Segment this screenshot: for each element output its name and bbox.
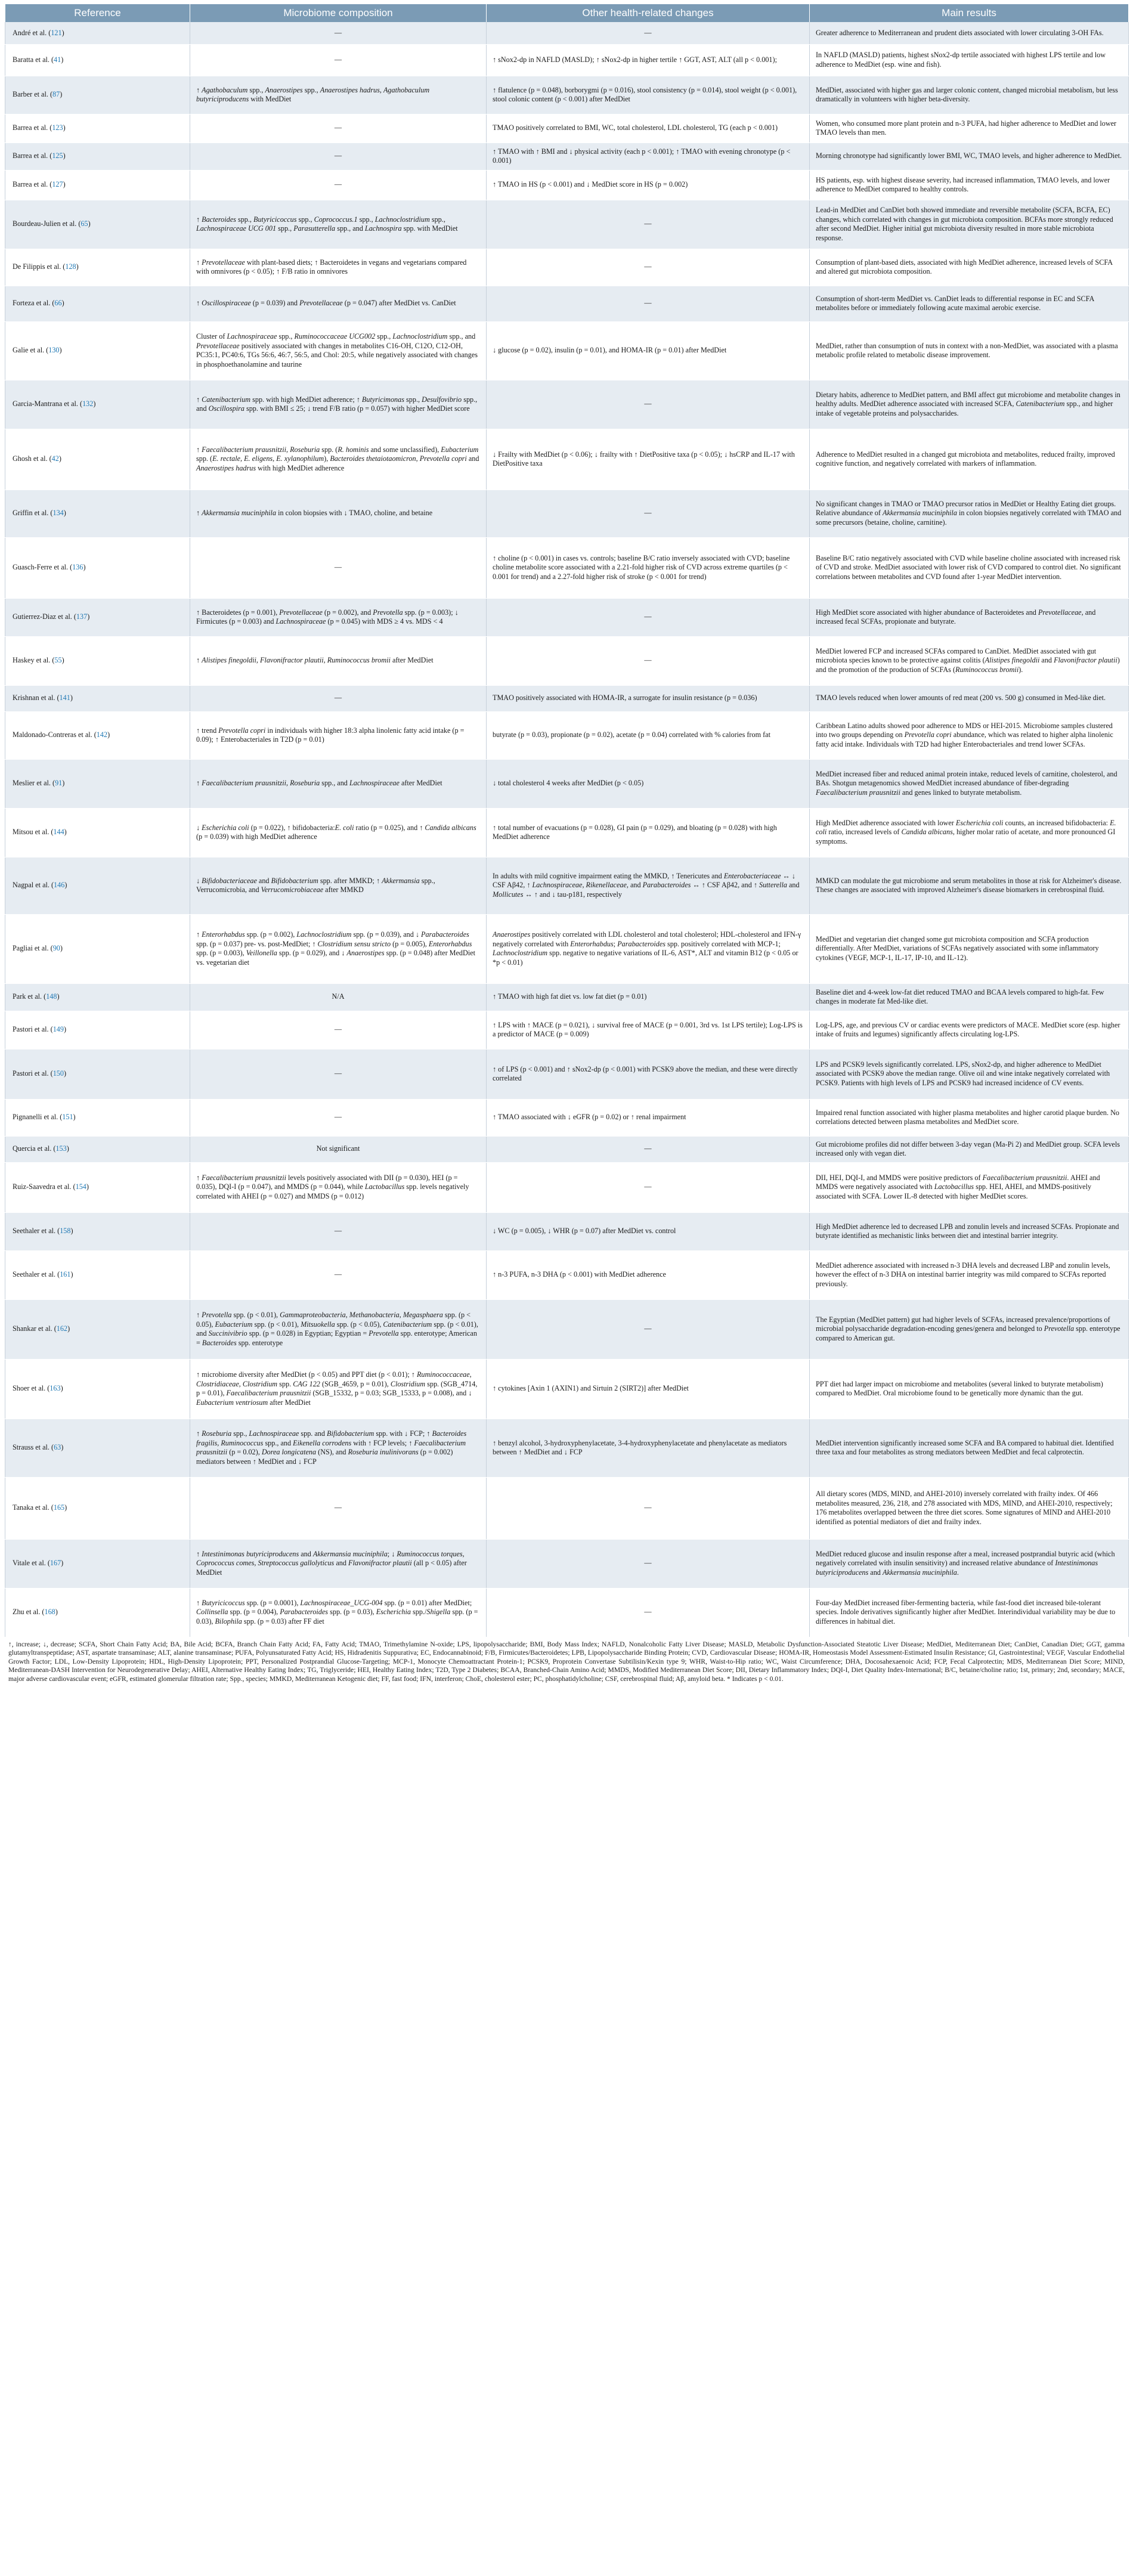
health-changes-cell: ↑ of LPS (p < 0.001) and ↑ sNox2-dp (p < 0.001) with PCSK9 above the median, and these were directly correlated [487,1049,810,1099]
microbiome-cell: ↑ Faecalibacterium prausnitzii, Roseburia spp. (R. hominis and some unclassified), Eubacterium spp. (E. rectale, E. eligens, E. xylanophilum), Bacteroides thetaiotaomicron, Prevotella copri and Anaerostipes hadrus with high MedDiet adherence [190,429,487,490]
citation-link[interactable]: 137 [76,612,88,621]
table-row [5,598,1129,636]
reference-cell: Quercia et al. (153) [5,1136,190,1162]
microbiome-cell: ↑ Catenibacterium spp. with high MedDiet adherence; ↑ Butyricimonas spp., Desulfovibrio spp., and Oscillospira spp. with BMI ≤ 25; ↓ trend F/B ratio (p = 0.057) with higher MedDiet score [190,380,487,429]
citation-link[interactable]: 127 [52,180,63,189]
main-results-cell: Log-LPS, age, and previous CV or cardiac events were predictors of MACE. MedDiet score (esp. higher intake of fruits and legumes) significantly affects circulating log-LPS. [810,1011,1129,1049]
citation-link[interactable]: 161 [60,1270,71,1279]
table-row [5,490,1129,537]
reference-cell: Gutierrez-Diaz et al. (137) [5,598,190,636]
microbiome-cell: ↑ Butyricicoccus spp. (p = 0.0001), Lachnospiraceae_UCG-004 spp. (p = 0.01) after MedDiet; Collinsella spp. (p = 0.004), Parabacteroides spp. (p = 0.03), Escherichia spp./Shigella spp. (p = 0.03), Bilophila spp. (p = 0.03) after FF diet [190,1588,487,1637]
microbiome-cell: ↑ Oscillospiraceae (p = 0.039) and Prevotellaceae (p = 0.047) after MedDiet vs. CanDiet [190,286,487,321]
main-results-cell: High MedDiet score associated with higher abundance of Bacteroidetes and Prevotellaceae, and increased fecal SCFAs, propionate and butyrate. [810,598,1129,636]
reference-cell: Vitale et al. (167) [5,1539,190,1588]
reference-cell: Galie et al. (130) [5,321,190,380]
reference-author: Ghosh et al. [13,454,48,463]
table-row [5,808,1129,857]
table-row [5,983,1129,1011]
table-row [5,249,1129,286]
reference-author: Tanaka et al. [13,1503,49,1512]
main-results-cell: Baseline B/C ratio negatively associated with CVD while baseline choline associated with increased risk of CVD and stroke. MedDiet associated with lower risk of CVD compared to control diet. No significant correlations between metabolites and CVD found after 1-year MedDiet intervention. [810,537,1129,598]
health-changes-cell: — [487,1136,810,1162]
citation-link[interactable]: 150 [52,1069,64,1078]
table-row [5,636,1129,685]
reference-author: Garcia-Mantrana et al. [13,400,78,408]
microbiome-cell: ↑ Faecalibacterium prausnitzii, Roseburia spp., and Lachnospiraceae after MedDiet [190,759,487,808]
microbiome-cell: — [190,44,487,76]
table-row [5,1049,1129,1099]
table-row [5,711,1129,759]
reference-author: Pignanelli et al. [13,1113,58,1122]
health-changes-cell: — [487,1539,810,1588]
microbiome-cell: — [190,143,487,170]
main-results-cell: Consumption of plant-based diets, associated with high MedDiet adherence, increased levels of SCFA and altered gut microbiota composition. [810,249,1129,286]
reference-author: Meslier et al. [13,779,51,788]
citation-link[interactable]: 162 [56,1324,68,1333]
main-results-cell: Morning chronotype had significantly lower BMI, WC, TMAO levels, and higher adherence to MedDiet. [810,143,1129,170]
main-results-cell: Gut microbiome profiles did not differ between 3-day vegan (Ma-Pi 2) and MedDiet group. SCFA levels increased only with vegan diet. [810,1136,1129,1162]
health-changes-cell: — [487,1162,810,1212]
microbiome-cell: — [190,1099,487,1136]
citation-link[interactable]: 65 [81,219,88,228]
citation-link[interactable]: 153 [55,1144,67,1153]
main-results-cell: HS patients, esp. with highest disease severity, had increased inflammation, TMAO levels, and lower adherence to MedDiet compared to healthy controls. [810,170,1129,200]
header-main-results: Main results [810,4,1129,22]
reference-author: Guasch-Ferre et al. [13,563,69,572]
reference-cell: André et al. (121) [5,22,190,44]
reference-cell: Bourdeau-Julien et al. (65) [5,200,190,249]
reference-cell: Garcia-Mantrana et al. (132) [5,380,190,429]
table-row [5,143,1129,170]
health-changes-cell: ↑ flatulence (p = 0.048), borborygmi (p = 0.016), stool consistency (p = 0.014), stool weight (p < 0.001), stool colonic content (p < 0.001) after MedDiet [487,76,810,114]
health-changes-cell: ↑ TMAO in HS (p < 0.001) and ↓ MedDiet score in HS (p = 0.002) [487,170,810,200]
reference-author: Gutierrez-Diaz et al. [13,612,72,621]
citation-link[interactable]: 158 [60,1227,71,1236]
table-row [5,429,1129,490]
main-results-cell: PPT diet had larger impact on microbiome and metabolites (several linked to butyrate metabolism) compared to MedDiet. Oral microbiome found to be genetically more dynamic than the gut. [810,1359,1129,1419]
microbiome-cell: — [190,1250,487,1299]
reference-cell: Park et al. (148) [5,983,190,1011]
main-results-cell: Women, who consumed more plant protein and n-3 PUFA, had higher adherence to MedDiet and lower TMAO levels than men. [810,114,1129,143]
table-row [5,1212,1129,1250]
microbiome-cell: ↑ microbiome diversity after MedDiet (p < 0.05) and PPT diet (p < 0.01); ↑ Ruminococcaceae, Clostridiaceae, Clostridium spp. CAG 122 (SGB_4659, p = 0.01), Clostridium spp. (SGB_4714, p = 0.01), Faecalibacterium prausnitzii (SGB_15332, p = 0.03; SGB_15333, p = 0.008), and ↓ Eubacterium ventriosum after MedDiet [190,1359,487,1419]
citation-link[interactable]: 146 [54,881,65,890]
microbiome-cell: Cluster of Lachnospiraceae spp., Ruminococcaceae UCG002 spp., Lachnoclostridium spp., and Prevotellaceae positively associated with changes in metabolites C16-OH, C12O, C12-OH, PC35:1, PC40:6, TGs 56:6, 46:7, 56:5, and Chol: 20:5, while negatively associated with changes in phosphoethanolamine and taurine [190,321,487,380]
health-changes-cell: TMAO positively associated with HOMA-IR, a surrogate for insulin resistance (p = 0.036) [487,685,810,711]
health-changes-cell: ↑ TMAO associated with ↓ eGFR (p = 0.02) or ↑ renal impairment [487,1099,810,1136]
table-row [5,286,1129,321]
citation-link[interactable]: 123 [52,123,63,132]
reference-author: Bourdeau-Julien et al. [13,219,77,228]
health-changes-cell: — [487,200,810,249]
reference-author: Quercia et al. [13,1144,52,1153]
microbiome-cell: ↑ Prevotellaceae with plant-based diets; ↑ Bacteroidetes in vegans and vegetarians compared with omnivores (p < 0.05); ↑ F/B ratio in omnivores [190,249,487,286]
citation-link[interactable]: 132 [82,400,94,408]
main-results-cell: MedDiet reduced glucose and insulin response after a meal, increased postprandial butyric acid (which negatively correlated with insulin sensitivity) and increased relative abundance of Intestinimonas butyriciproducens and Akkermansia muciniphila. [810,1539,1129,1588]
table-container [5,4,1128,1683]
reference-author: Barrea et al. [13,180,48,189]
microbiome-cell: ↑ Roseburia spp., Lachnospiraceae spp. and Bifidobacterium spp. with ↓ FCP; ↑ Bacteroides fragilis, Ruminococcus spp., and Eikenella corrodens with ↑ FCP levels; ↑ Faecalibacterium prausnitzii (p = 0.02), Dorea longicatena (NS), and Roseburia inulinivorans (p = 0.002) mediators between ↑ MedDiet and ↓ FCP [190,1419,487,1477]
reference-cell: Maldonado-Contreras et al. (142) [5,711,190,759]
microbiome-cell: ↑ Agathobaculum spp., Anaerostipes spp., Anaerostipes hadrus, Agathobaculum butyriciproducens with MedDiet [190,76,487,114]
reference-author: Forteza et al. [13,299,51,308]
header-microbiome-composition: Microbiome composition [190,4,487,22]
reference-author: Galie et al. [13,346,45,355]
reference-cell: Ghosh et al. (42) [5,429,190,490]
microbiome-cell: Not significant [190,1136,487,1162]
health-changes-cell: ↑ TMAO with high fat diet vs. low fat diet (p = 0.01) [487,983,810,1011]
reference-author: Seethaler et al. [13,1270,56,1279]
citation-link[interactable]: 167 [49,1559,61,1568]
main-results-cell: MedDiet intervention significantly increased some SCFA and BA compared to habitual diet. Identified three taxa and four metabolites as strong mediators between MedDiet and fecal calprotectin. [810,1419,1129,1477]
main-results-cell: No significant changes in TMAO or TMAO precursor ratios in MedDiet or Healthy Eating diet groups. Relative abundance of Akkermansia muciniphila in colon biopsies negatively correlated with TMAO and some precursors (betaine, choline, carnitine). [810,490,1129,537]
main-results-cell: Baseline diet and 4-week low-fat diet reduced TMAO and BCAA levels compared to high-fat. Few changes in moderate fat Med-like diet. [810,983,1129,1011]
reference-cell: Zhu et al. (168) [5,1588,190,1637]
main-results-cell: Impaired renal function associated with higher plasma metabolites and higher carotid plaque burden. No correlations detected between plasma metabolites and MedDiet score. [810,1099,1129,1136]
health-changes-cell: ↑ LPS with ↑ MACE (p = 0.021), ↓ survival free of MACE (p = 0.001, 3rd vs. 1st LPS tertile); Log-LPS is a predictor of MACE (p = 0.009) [487,1011,810,1049]
health-changes-cell: In adults with mild cognitive impairment eating the MMKD, ↑ Tenericutes and Enterobacteriaceae ↔ ↓ CSF Aβ42, ↑ Lachnospiraceae, Rikenellaceae, and Parabacteroides ↔ ↑ CSF Aβ42, and ↑ Sutterella and Mollicutes ↔ ↑ and ↓ tau-p181, respectively [487,857,810,914]
reference-cell: Pastori et al. (150) [5,1049,190,1099]
table-body [5,22,1129,1637]
health-changes-cell: ↓ total cholesterol 4 weeks after MedDiet (p < 0.05) [487,759,810,808]
health-changes-cell: ↓ Frailty with MedDiet (p < 0.06); ↓ frailty with ↑ DietPositive taxa (p < 0.05); ↓ hsCRP and IL-17 with DietPositive taxa [487,429,810,490]
table-row [5,1588,1129,1637]
citation-link[interactable]: 163 [49,1384,61,1393]
microbiome-cell: — [190,685,487,711]
table-row [5,76,1129,114]
reference-author: Shoer et al. [13,1384,46,1393]
reference-author: Strauss et al. [13,1443,49,1452]
table-row [5,1250,1129,1299]
reference-cell: Krishnan et al. (141) [5,685,190,711]
reference-author: Griffin et al. [13,509,49,518]
health-changes-cell: — [487,636,810,685]
reference-author: Park et al. [13,992,42,1001]
table-row [5,537,1129,598]
table-row [5,380,1129,429]
citation-link[interactable]: 148 [46,992,57,1001]
citation-link[interactable]: 66 [54,299,62,308]
health-changes-cell: ↑ TMAO with ↑ BMI and ↓ physical activity (each p < 0.001); ↑ TMAO with evening chronotype (p < 0.001) [487,143,810,170]
results-table [5,4,1129,1637]
health-changes-cell: — [487,380,810,429]
microbiome-cell: N/A [190,983,487,1011]
main-results-cell: Four-day MedDiet increased fiber-fermenting bacteria, while fast-food diet increased bile-tolerant species. Indole derivatives significantly higher after MedDiet. Interindividual variability may be due to differences in habitual diet. [810,1588,1129,1637]
microbiome-cell: ↓ Bifidobacteriaceae and Bifidobacterium spp. after MMKD; ↑ Akkermansia spp., Verrucomicrobia, and Verrucomicrobiaceae after MMKD [190,857,487,914]
reference-cell: Meslier et al. (91) [5,759,190,808]
table-row [5,1099,1129,1136]
citation-link[interactable]: 165 [53,1503,65,1512]
reference-cell: Barrea et al. (127) [5,170,190,200]
health-changes-cell: butyrate (p = 0.03), propionate (p = 0.02), acetate (p = 0.04) correlated with % calories from fat [487,711,810,759]
main-results-cell: MedDiet, associated with higher gas and larger colonic content, changed microbial metabolism, but less dramatically in volunteers with higher beta-diversity. [810,76,1129,114]
main-results-cell: TMAO levels reduced when lower amounts of red meat (200 vs. 500 g) consumed in Med-like diet. [810,685,1129,711]
reference-cell: Forteza et al. (66) [5,286,190,321]
microbiome-cell: ↑ Alistipes finegoldii, Flavonifractor plautii, Ruminococcus bromii after MedDiet [190,636,487,685]
reference-cell: Ruiz-Saavedra et al. (154) [5,1162,190,1212]
reference-author: Maldonado-Contreras et al. [13,730,92,739]
reference-cell: Seethaler et al. (161) [5,1250,190,1299]
table-row [5,759,1129,808]
citation-link[interactable]: 42 [51,454,59,463]
reference-cell: Pignanelli et al. (151) [5,1099,190,1136]
health-changes-cell: — [487,1588,810,1637]
reference-cell: Pagliai et al. (90) [5,914,190,983]
citation-link[interactable]: 144 [53,828,64,837]
reference-author: Zhu et al. [13,1608,41,1617]
reference-cell: Mitsou et al. (144) [5,808,190,857]
health-changes-cell: ↑ choline (p < 0.001) in cases vs. controls; baseline B/C ratio inversely associated with CVD; baseline choline metabolite score associated with a 2.21-fold higher risk of CVD across extreme quartiles (p < 0.001 for trend) and a 2.27-fold higher risk of stroke (p < 0.001 for trend) [487,537,810,598]
main-results-cell: High MedDiet adherence associated with lower Escherichia coli counts, an increased bifidobacteria: E. coli ratio, increased levels of Candida albicans, higher molar ratio of acetate, and more pronounced GI symptoms. [810,808,1129,857]
reference-author: Ruiz-Saavedra et al. [13,1182,72,1191]
reference-author: André et al. [13,28,47,37]
health-changes-cell: ↑ sNox2-dp in NAFLD (MASLD); ↑ sNox2-dp in higher tertile ↑ GGT, AST, ALT (all p < 0.001); [487,44,810,76]
microbiome-cell: ↑ Bacteroides spp., Butyricicoccus spp., Coprococcus.1 spp., Lachnoclostridium spp., Lachnospiraceae UCG 001 spp., Parasutterella spp., and Lachnospira spp. with MedDiet [190,200,487,249]
citation-link[interactable]: 121 [51,28,62,37]
main-results-cell: High MedDiet adherence led to decreased LPB and zonulin levels and increased SCFAs. Propionate and butyrate identified as mechanistic links between diet and intestinal barrier integrity. [810,1212,1129,1250]
microbiome-cell: — [190,114,487,143]
reference-cell: Haskey et al. (55) [5,636,190,685]
health-changes-cell: — [487,1477,810,1539]
main-results-cell: In NAFLD (MASLD) patients, highest sNox2-dp tertile associated with highest LPS tertile and low adherence to MedDiet (esp. wine and fish). [810,44,1129,76]
header-reference: Reference [5,4,190,22]
microbiome-cell: — [190,1049,487,1099]
table-row [5,114,1129,143]
reference-cell: Pastori et al. (149) [5,1011,190,1049]
reference-author: Shankar et al. [13,1324,52,1333]
reference-cell: Baratta et al. (41) [5,44,190,76]
citation-link[interactable]: 134 [52,509,64,518]
health-changes-cell: — [487,249,810,286]
reference-cell: Guasch-Ferre et al. (136) [5,537,190,598]
reference-author: Barber et al. [13,90,48,99]
table-row [5,1299,1129,1359]
microbiome-cell: — [190,537,487,598]
reference-cell: Griffin et al. (134) [5,490,190,537]
microbiome-cell: ↑ Bacteroidetes (p = 0.001), Prevotellaceae (p = 0.002), and Prevotella spp. (p = 0.003); ↓ Firmicutes (p = 0.003) and Lachnospiraceae (p = 0.045) with MDS ≥ 4 vs. MDS < 4 [190,598,487,636]
table-row [5,1539,1129,1588]
table-header-row [5,4,1129,22]
table-row [5,200,1129,249]
reference-cell: Seethaler et al. (158) [5,1212,190,1250]
table-row [5,1419,1129,1477]
main-results-cell: MedDiet, rather than consumption of nuts in context with a non-MedDiet, was associated with a plasma metabolic profile related to metabolic disease improvement. [810,321,1129,380]
reference-author: Vitale et al. [13,1559,46,1568]
main-results-cell: LPS and PCSK9 levels significantly correlated. LPS, sNox2-dp, and higher adherence to MedDiet associated with PCSK9 above the median range. Olive oil and wine intake negatively correlated with PCSK9. Patients with high levels of LPS and PCSK9 had increased incidence of CV events. [810,1049,1129,1099]
citation-link[interactable]: 125 [52,151,63,160]
health-changes-cell: ↑ total number of evacuations (p = 0.028), GI pain (p = 0.029), and bloating (p = 0.028) with high MedDiet adherence [487,808,810,857]
microbiome-cell: ↓ Escherichia coli (p = 0.022), ↑ bifidobacteria:E. coli ratio (p = 0.025), and ↑ Candida albicans (p = 0.039) with high MedDiet adherence [190,808,487,857]
table-row [5,1011,1129,1049]
main-results-cell: MMKD can modulate the gut microbiome and serum metabolites in those at risk for Alzheimer's disease. These changes are associated with improved Alzheimer's disease biomarkers in cerebrospinal fluid. [810,857,1129,914]
microbiome-cell: ↑ Intestinimonas butyriciproducens and Akkermansia muciniphila; ↓ Ruminococcus torques, Coprococcus comes, Streptococcus gallolyticus and Flavonifractor plautii (all p < 0.05) after MedDiet [190,1539,487,1588]
reference-cell: Shankar et al. (162) [5,1299,190,1359]
reference-author: Pastori et al. [13,1069,49,1078]
table-row [5,914,1129,983]
main-results-cell: Lead-in MedDiet and CanDiet both showed immediate and reversible metabolite (SCFA, BCFA, EC) changes, which correlated with changes in gut microbiota composition. BCFAs more strongly reduced after second MedDiet. Higher initial gut microbiota diversity resulted in more stable microbiota response. [810,200,1129,249]
table-row [5,1359,1129,1419]
reference-author: De Filippis et al. [13,262,61,271]
citation-link[interactable]: 151 [62,1113,73,1122]
citation-link[interactable]: 91 [55,779,63,788]
health-changes-cell: — [487,490,810,537]
table-row [5,170,1129,200]
microbiome-cell: ↑ Enterorhabdus spp. (p = 0.002), Lachnoclostridium spp. (p = 0.039), and ↓ Parabacteroides spp. (p = 0.037) pre- vs. post-MedDiet; ↑ Clostridium sensu stricto (p = 0.005), Enterorhabdus spp. (p = 0.003), Veillonella spp. (p = 0.029), and ↓ Anaerostipes spp. (p = 0.048) after MedDiet vs. vegetarian diet [190,914,487,983]
main-results-cell: Adherence to MedDiet resulted in a changed gut microbiota and metabolites, reduced frailty, improved cognitive function, and negatively correlated with markers of inflammation. [810,429,1129,490]
main-results-cell: MedDiet adherence associated with increased n-3 DHA levels and decreased LBP and zonulin levels, however the effect of n-3 DHA on intestinal barrier integrity was mild compared to SCFAs reported previously. [810,1250,1129,1299]
reference-author: Haskey et al. [13,656,51,665]
microbiome-cell: — [190,1477,487,1539]
table-row [5,321,1129,380]
main-results-cell: Consumption of short-term MedDiet vs. CanDiet leads to differential response in EC and SCFA metabolites before or immediately following acute maximal aerobic exercise. [810,286,1129,321]
citation-link[interactable]: 142 [96,730,108,739]
reference-author: Seethaler et al. [13,1227,56,1236]
health-changes-cell: ↑ cytokines [Axin 1 (AXIN1) and Sirtuin 2 (SIRT2)] after MedDiet [487,1359,810,1419]
health-changes-cell: Anaerostipes positively correlated with LDL cholesterol and total cholesterol; HDL-cholesterol and IFN-γ negatively correlated with Enterorhabdus; Parabacteroides spp. positively correlated with MCP-1; Lachnoclostridium spp. negative to negative variations of IL-6, AST*, ALT and vitamin B12 (p < 0.05 or *p < 0.01) [487,914,810,983]
health-changes-cell: — [487,598,810,636]
citation-link[interactable]: 141 [59,693,70,702]
header-other-health-changes: Other health-related changes [487,4,810,22]
main-results-cell: MedDiet lowered FCP and increased SCFAs compared to CanDiet. MedDiet associated with gut microbiota species known to be protective against colitis (Alistipes finegoldii and Flavonifractor plautii) and the promotion of the production of SCFAs (Ruminococcus bromii). [810,636,1129,685]
health-changes-cell: ↓ WC (p = 0.005), ↓ WHR (p = 0.07) after MedDiet vs. control [487,1212,810,1250]
microbiome-cell: — [190,1212,487,1250]
health-changes-cell: — [487,286,810,321]
reference-author: Barrea et al. [13,151,48,160]
microbiome-cell: — [190,170,487,200]
reference-author: Pastori et al. [13,1025,49,1034]
health-changes-cell: — [487,22,810,44]
table-row [5,1162,1129,1212]
table-row [5,685,1129,711]
microbiome-cell: ↑ trend Prevotella copri in individuals with higher 18:3 alpha linolenic fatty acid intake (p = 0.09); ↑ Enterobacteriales in T2D (p = 0.01) [190,711,487,759]
reference-author: Pagliai et al. [13,944,49,953]
reference-cell: Tanaka et al. (165) [5,1477,190,1539]
reference-author: Nagpal et al. [13,881,49,890]
citation-link[interactable]: 128 [65,262,76,271]
reference-author: Barrea et al. [13,123,48,132]
abbreviations-footnote: ↑, increase; ↓, decrease; SCFA, Short Chain Fatty Acid; BA, Bile Acid; BCFA, Branch Chain Fatty Acid; FA, Fatty Acid; TMAO, Trimethylamine N-oxide; LPS, lipopolysaccharide; BMI, Body Mass Index; NAFLD, Nonalcoholic Fatty Liver Disease; MASLD, Metabolic Dysfunction-Associated Steatotic Liver Disease; MedDiet, Mediterranean Diet; CanDiet, Canadian Diet; GGT, gamma glutamyltranspeptidase; AST, aspartate transaminase; ALT, alanine transaminase; PUFA, Polyunsaturated Fatty Acid; HS, Hidradenitis Suppurativa; EC, Endocannabinoid; F/B, Firmicutes/Bacteroidetes; LPB, Lipopolysaccharide Binding Protein; CVD, Cardiovascular Disease; HOMA-IR, Homeostasis Model Assessment-Estimated Insulin Resistance; GI, Gastrointestinal; VEGF, Vascular Endothelial Growth Factor; LDL, Low-Density Lipoprotein; HDL, High-Density Lipoprotein; PPT, Personalized Postprandial Glucose-Targeting; MCP-1, Monocyte Chemoattractant Protein-1; PCSK9, Proprotein Convertase Subtilisin/Kexin type 9; WHR, Waist-to-Hip ratio; WC, Waist Circumference; DHA, Docosahexaenoic Acid; FCP, Fecal Calprotectin; MDS, Mediterranean Diet Score; MIND, Mediterranean-DASH Intervention for Neurodegenerative Delay; AHEI, Alternative Healthy Eating Index; TG, Triglyceride; HEI, Healthy Eating Index; T2D, Type 2 Diabetes; BCAA, Branched-Chain Amino Acid; MMDS, Modified Mediterranean Diet Score; DII, Dietary Inflammatory Index; DQI-I, Diet Quality Index-International; B/C, betaine/choline ratio; 1st, primary; 2nd, secondary; MACE, major adverse cardiovascular event; eGFR, estimated glomerular filtration rate; Spp., species; MMKD, Mediterranean Ketogenic diet; FF, fast food; IFN, interferon; ChoE, cholesterol ester; PC, phosphatidylcholine; CSF, cerebrospinal fluid; Aβ, amyloid beta. * Indicates p < 0.01. [8,1640,1125,1683]
citation-link[interactable]: 154 [75,1182,86,1191]
citation-link[interactable]: 149 [52,1025,64,1034]
reference-cell: Shoer et al. (163) [5,1359,190,1419]
table-row [5,857,1129,914]
main-results-cell: Greater adherence to Mediterranean and prudent diets associated with lower circulating 3-OH FAs. [810,22,1129,44]
microbiome-cell: — [190,22,487,44]
reference-cell: Nagpal et al. (146) [5,857,190,914]
table-row [5,22,1129,44]
main-results-cell: MedDiet and vegetarian diet changed some gut microbiota composition and SCFA production differentially. After MedDiet, variations of SCFAs negatively associated with some inflammatory cytokines (VEGF, MCP-1, IL-17, IP-10, and IL-12). [810,914,1129,983]
table-row [5,44,1129,76]
main-results-cell: DII, HEI, DQI-I, and MMDS were positive predictors of Faecalibacterium prausnitzii. AHEI and MMDS were negatively associated with Lactobacillus spp. HEI, AHEI, and MMDS-positively associated with SCFA. Lower IL-8 detected with higher MedDiet scores. [810,1162,1129,1212]
microbiome-cell: ↑ Faecalibacterium prausnitzii levels positively associated with DII (p = 0.030), HEI (p = 0.035), DQI-I (p = 0.047), and MMDS (p = 0.044), while Lactobacillus spp. levels negatively correlated with AHEI (p = 0.027) and MMDS (p = 0.012) [190,1162,487,1212]
main-results-cell: The Egyptian (MedDiet pattern) gut had higher levels of SCFAs, increased prevalence/proportions of microbial polysaccharide degradation-encoding genes/genera and belonged to Prevotella spp. enterotype compared to American gut. [810,1299,1129,1359]
reference-cell: Barrea et al. (123) [5,114,190,143]
table-row [5,1477,1129,1539]
main-results-cell: MedDiet increased fiber and reduced animal protein intake, reduced levels of carnitine, cholesterol, and BAs. Shotgun metagenomics showed MedDiet increased abundance of fiber-degrading Faecalibacterium prausnitzii and genes linked to butyrate metabolism. [810,759,1129,808]
citation-link[interactable]: 87 [52,90,60,99]
main-results-cell: Dietary habits, adherence to MedDiet pattern, and BMI affect gut microbiome and metabolite changes in healthy adults. MedDiet adherence associated with increased SCFA, Catenibacterium spp., and higher intake of vegetable proteins and polysaccharides. [810,380,1129,429]
citation-link[interactable]: 41 [54,55,61,64]
main-results-cell: Caribbean Latino adults showed poor adherence to MDS or HEI-2015. Microbiome samples clustered into two groups depending on Prevotella copri abundance, which was related to higher alpha linolenic fatty acid intake. Individuals with T2D had higher Enterobacteriales and trend lower SCFAs. [810,711,1129,759]
main-results-cell: All dietary scores (MDS, MIND, and AHEI-2010) inversely correlated with frailty index. Of 466 metabolites measured, 236, 218, and 278 associated with MDS, MIND, and AHEI-2010, respectively; 176 metabolites overlapped between the three diet scores. Some signatures of MIND and AHEI-2010 identified as potential mediators of diet and frailty index. [810,1477,1129,1539]
citation-link[interactable]: 130 [48,346,60,355]
health-changes-cell: ↑ n-3 PUFA, n-3 DHA (p < 0.001) with MedDiet adherence [487,1250,810,1299]
reference-author: Krishnan et al. [13,693,55,702]
health-changes-cell: — [487,1299,810,1359]
citation-link[interactable]: 168 [44,1608,55,1617]
citation-link[interactable]: 136 [72,563,83,572]
microbiome-cell: — [190,1011,487,1049]
reference-author: Mitsou et al. [13,828,49,837]
citation-link[interactable]: 55 [54,656,62,665]
health-changes-cell: ↑ benzyl alcohol, 3-hydroxyphenylacetate, 3-4-hydroxyphenylacetate and phenylacetate as mediators between ↑ MedDiet and ↓ FCP [487,1419,810,1477]
reference-cell: De Filippis et al. (128) [5,249,190,286]
microbiome-cell: ↑ Prevotella spp. (p < 0.01), Gammaproteobacteria, Methanobacteria, Megasphaera spp. (p < 0.05), Eubacterium spp. (p < 0.01), Mitsuokella spp. (p < 0.05), Catenibacterium spp. (p < 0.01), and Succinivibrio spp. (p = 0.028) in Egyptian; Egyptian = Prevotella spp. enterotype; American = Bacteroides spp. enterotype [190,1299,487,1359]
health-changes-cell: TMAO positively correlated to BMI, WC, total cholesterol, LDL cholesterol, TG (each p < 0.001) [487,114,810,143]
reference-cell: Barrea et al. (125) [5,143,190,170]
health-changes-cell: ↓ glucose (p = 0.02), insulin (p = 0.01), and HOMA-IR (p = 0.01) after MedDiet [487,321,810,380]
citation-link[interactable]: 63 [54,1443,61,1452]
reference-author: Baratta et al. [13,55,49,64]
citation-link[interactable]: 90 [52,944,60,953]
table-row [5,1136,1129,1162]
microbiome-cell: ↑ Akkermansia muciniphila in colon biopsies with ↓ TMAO, choline, and betaine [190,490,487,537]
reference-cell: Barber et al. (87) [5,76,190,114]
reference-cell: Strauss et al. (63) [5,1419,190,1477]
